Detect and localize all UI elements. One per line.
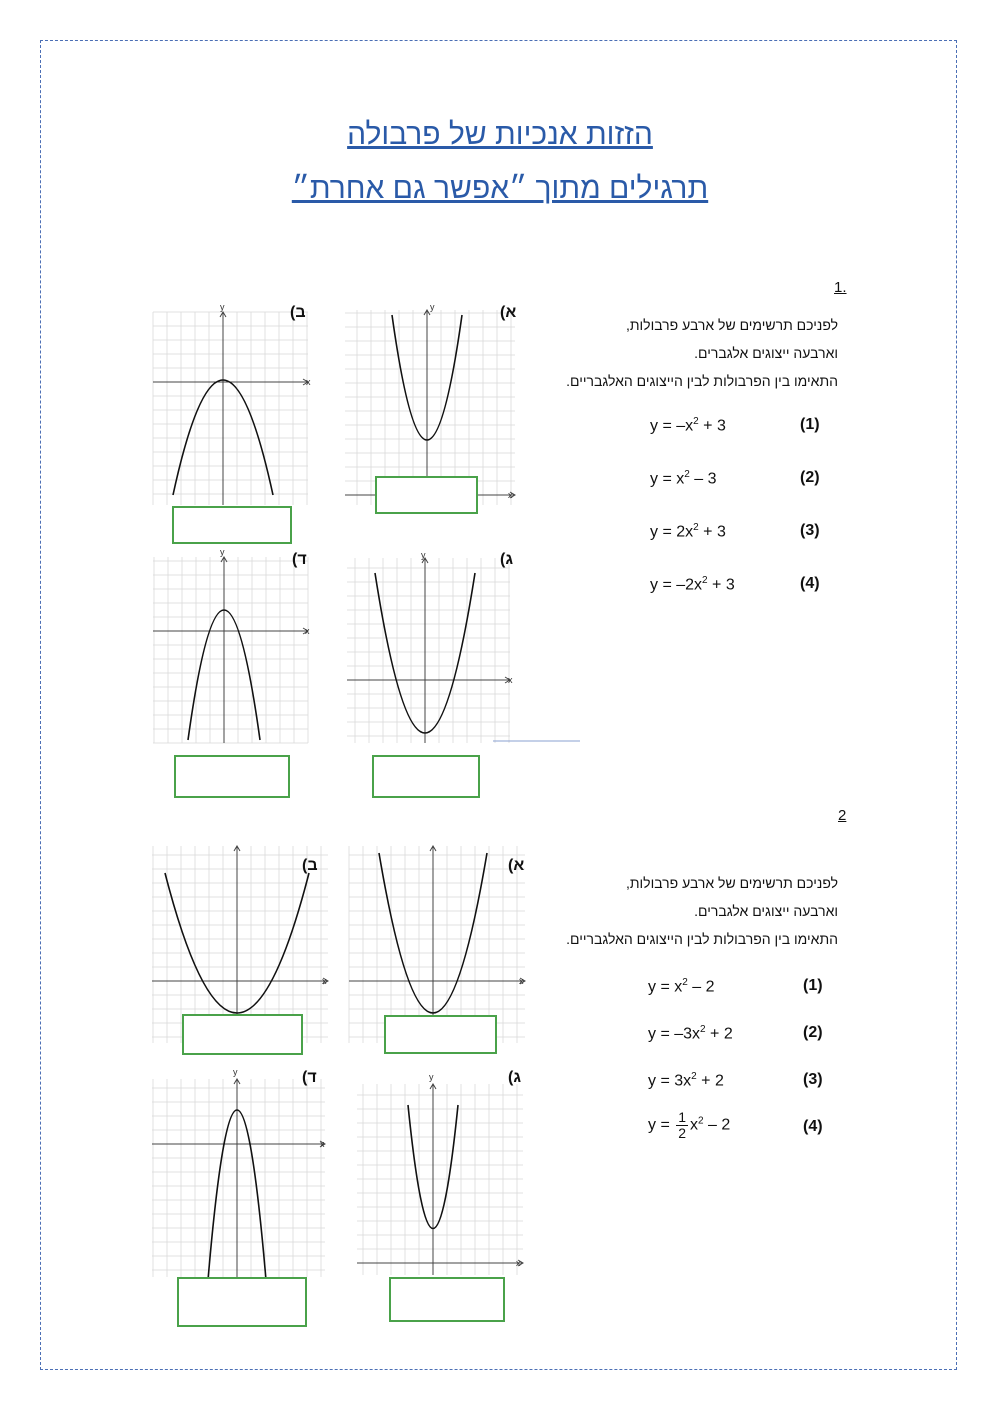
exercise-2-number: 2 (838, 807, 847, 824)
y-axis-label: y (220, 302, 225, 312)
exercise-1-intro (566, 311, 838, 395)
page-subtitle: תרגילים מתוך ״אפשר גם אחרת״ (291, 172, 709, 205)
ex2-graph-c (353, 1070, 578, 1280)
grid-lines (152, 1079, 325, 1277)
grid-lines (349, 846, 525, 1043)
ex1-answer-box-a[interactable] (375, 476, 478, 514)
ex2-graph-a (347, 838, 527, 1043)
axes (347, 558, 510, 743)
exercise-1-number: 1. (834, 279, 847, 296)
grid-lines (357, 1084, 523, 1275)
intro-line: התאימו בין הפרבולות לבין הייצוגים האלגבריים. (566, 931, 838, 947)
ex2-graph-b-label: (ב (302, 857, 318, 874)
x-axis-label: x (508, 675, 513, 685)
ex1-graph-c (345, 548, 585, 748)
ex2-answer-box-a[interactable] (384, 1015, 497, 1054)
intro-line: וארבעה ייצוגים אלגברים. (694, 903, 838, 919)
grid-lines (153, 312, 308, 505)
axes (349, 846, 525, 1043)
ex2-graph-d (150, 1065, 330, 1280)
axes (357, 1084, 523, 1275)
ex1-graph-b-label: (ב (290, 304, 306, 321)
axes (153, 312, 308, 505)
x-axis-label: x (519, 976, 524, 986)
ex1-graph-b (148, 300, 313, 510)
ex1-graph-d (148, 545, 313, 745)
exercise-2-intro (566, 869, 838, 953)
intro-line: התאימו בין הפרבולות לבין הייצוגים האלגבריים. (566, 373, 838, 389)
ex1-graph-a-label: (א (500, 304, 517, 321)
x-axis-label: x (508, 490, 513, 500)
y-axis-label: y (421, 550, 426, 560)
ex1-answer-box-d[interactable] (174, 755, 290, 798)
ex2-answer-box-b[interactable] (182, 1014, 303, 1055)
ex2-answer-box-c[interactable] (389, 1277, 505, 1322)
grid-lines (347, 558, 510, 743)
ex1-graph-c-label: (ג (500, 551, 513, 568)
page-title: הזזות אנכיות של פרבולה (347, 118, 653, 151)
ex1-answer-box-c[interactable] (372, 755, 480, 798)
x-axis-label: x (516, 1258, 521, 1268)
ex2-graph-a-label: (א (508, 857, 525, 874)
y-axis-label: y (233, 1067, 238, 1077)
grid-lines (153, 557, 308, 743)
x-axis-label: x (320, 1139, 325, 1149)
ex1-answer-box-b[interactable] (172, 506, 292, 544)
intro-line: לפניכם תרשימים של ארבע פרבולות, (625, 875, 838, 891)
y-axis-label: y (220, 547, 225, 557)
ex2-graph-d-label: (ד (302, 1069, 317, 1086)
ex1-graph-d-label: (ד (292, 551, 307, 568)
axes (152, 1079, 325, 1277)
x-axis-label: x (322, 976, 327, 986)
y-axis-label: y (429, 1072, 434, 1082)
intro-line: לפניכם תרשימים של ארבע פרבולות, (625, 317, 838, 333)
y-axis-label: y (430, 302, 435, 312)
x-axis-label: x (305, 626, 310, 636)
intro-line: וארבעה ייצוגים אלגברים. (694, 345, 838, 361)
ex2-answer-box-d[interactable] (177, 1277, 307, 1327)
x-axis-label: x (306, 377, 311, 387)
ex2-graph-c-label: (ג (508, 1069, 521, 1086)
